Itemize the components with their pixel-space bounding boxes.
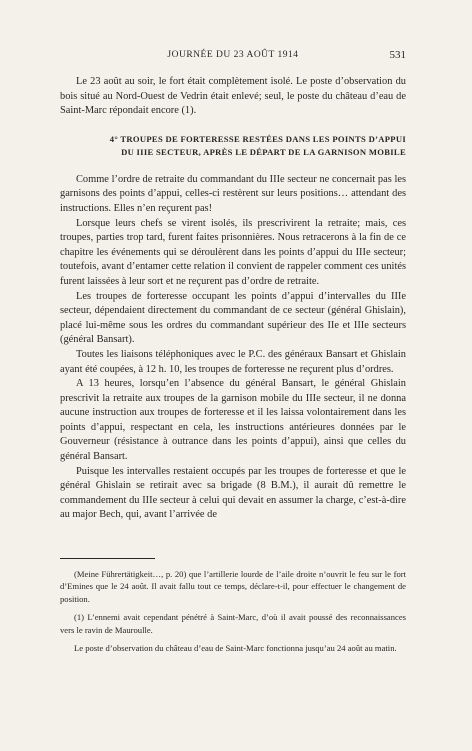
main-text	[60, 75, 406, 523]
page-header	[60, 50, 406, 64]
section-heading-line-1: 4° TROUPES DE FORTERESSE RESTÉES DANS LES POINTS D’APPUI	[109, 133, 406, 144]
paragraph-isolated-chiefs: Lorsque leurs chefs se virent isolés, ils prescrivirent la retraite; mais, ces troupes, parties trop tard, furent faites prisonnières. Nous retracerons à la fin de ce chapitre les événements qui se déroulèrent dans les points d’appui du IIIe secteur; toutefois, avant d’entamer cette relation il convient de rappeler comment ces unités furent laissées à leur sort et ne reçurent pas d’ordre de retraite.	[60, 217, 406, 287]
footnote-1: (1) L’ennemi avait cependant pénétré à Saint-Marc, d’où il avait poussé des reconnaissances vers le ravin de Mauroulle.	[60, 612, 406, 635]
paragraph-fort-isolated: Le 23 août au soir, le fort était complètement isolé. Le poste d’observation du bois situé au Nord-Ouest de Vedrin était enlevé; seul, le poste du château d’eau de Saint-Marc répondait encore (1).	[60, 76, 406, 117]
running-title: JOURNÉE DU 23 AOÛT 1914	[167, 50, 299, 60]
paragraph-intervals: Puisque les intervalles restaient occupés par les troupes de forteresse et que le général Ghislain se retirait avec sa brigade (8 B.M.), il aurait dû remettre le commandement du IIIe secteur à celui qui devait en assumer la charge, c’est-à-dire au major Bech, qui, avant l’arrivée de	[60, 465, 406, 521]
footnotes	[60, 568, 406, 660]
footnote-rule	[60, 558, 155, 559]
paragraph-retreat-order: Comme l’ordre de retraite du commandant du IIIe secteur ne concernait pas les garnisons des points d’appui, celles-ci restèrent sur leurs positions… attendant des instructions. Elles n’en reçurent pas!	[60, 173, 406, 214]
footnote-1-continued: Le poste d’observation du château d’eau de Saint-Marc fonctionna jusqu’au 24 août au matin.	[74, 643, 397, 654]
section-heading	[60, 133, 406, 159]
page-number: 531	[389, 49, 406, 61]
section-heading-line-2: DU IIIE SECTEUR, APRÈS LE DÉPART DE LA GARNISON MOBILE	[121, 146, 406, 157]
footnote-continued: (Meine Führertätigkeit…, p. 20) que l’artillerie lourde de l’aile droite n’ouvrit le feu sur le fort d’Emines que le 24 août. Il avait fallu tout ce temps, déclare-t-il, pour effectuer le changement de position.	[60, 569, 406, 604]
paragraph-fortress-troops: Les troupes de forteresse occupant les points d’appui d’intervalles du IIIe secteur, dépendaient directement du commandant de ce secteur (général Ghislain), placé lui-même sous les ordres du commandant supérieur des IIe et IIIe secteurs (général Bansart).	[60, 290, 406, 346]
paragraph-phone-links: Toutes les liaisons téléphoniques avec le P.C. des généraux Bansart et Ghislain ayant été coupées, à 12 h. 10, les troupes de forteresse ne reçurent plus d’ordres.	[60, 348, 406, 375]
paragraph-13-hours: A 13 heures, lorsqu’en l’absence du général Bansart, le général Ghislain prescrivit la retraite aux troupes de la garnison mobile du IIIe secteur, il ne donna aucune instruction aux troupes de forteresse et il les laissa volontairement dans les points d’appui, respectant en cela, les instructions antérieures données par le Gouverneur (résistance à outrance dans les points d’appui), ainsi que celles du général Bansart.	[60, 378, 406, 463]
